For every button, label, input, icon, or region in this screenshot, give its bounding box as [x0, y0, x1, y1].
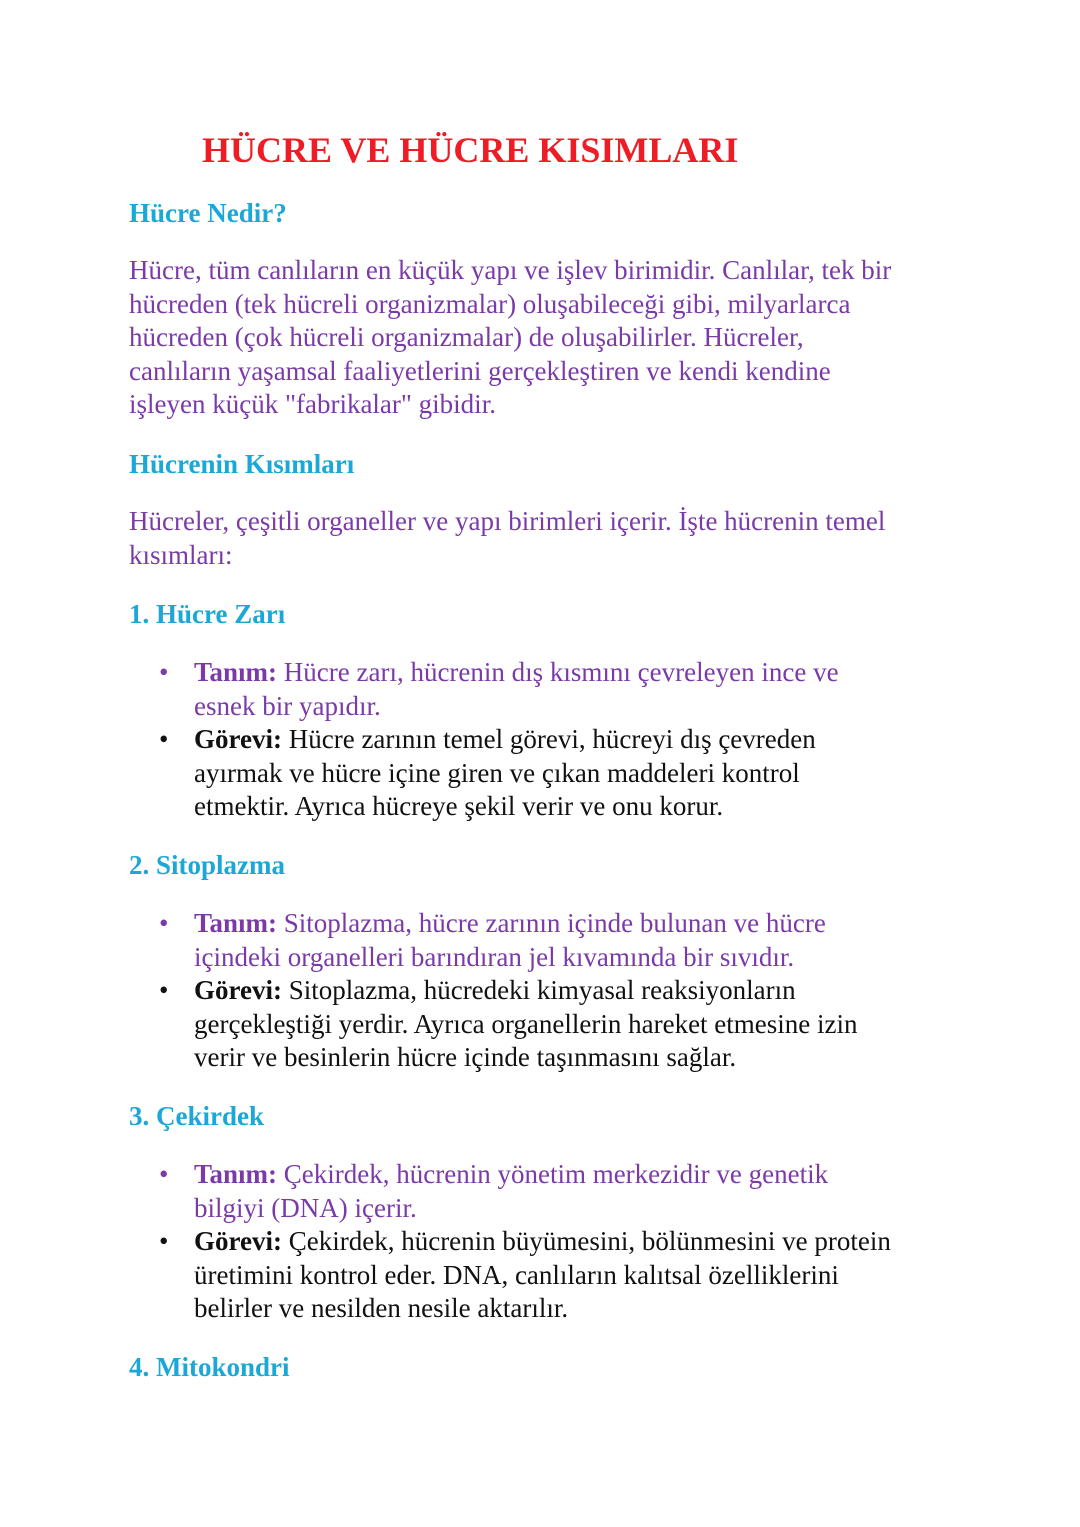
function-text: Hücre zarının temel görevi, hücreyi dış çevreden [281, 724, 816, 754]
list-item-definition [129, 907, 969, 974]
paragraph-cell-parts [129, 505, 969, 572]
definition-text: Çekirdek, hücrenin yönetim merkezidir ve genetik [277, 1159, 829, 1189]
paragraph-line: Hücreler, çeşitli organeller ve yapı birimleri içerir. İşte hücrenin temel [129, 506, 886, 536]
paragraph-line: kısımları: [129, 539, 233, 570]
function-label: Görevi: [194, 975, 282, 1005]
membrane-list [129, 656, 969, 824]
bullet-icon: • [159, 724, 169, 754]
heading-cell-parts: Hücrenin Kısımları [129, 449, 355, 479]
paragraph-line: hücreden (tek hücreli organizmalar) oluşabileceği gibi, milyarlarca [129, 288, 851, 319]
definition-text: Sitoplazma, hücre zarının içinde bulunan ve hücre [277, 908, 826, 938]
function-text: Çekirdek, hücrenin büyümesini, bölünmesini ve protein [281, 1226, 891, 1256]
list-item-function [129, 1225, 969, 1326]
paragraph-line: canlıların yaşamsal faaliyetlerini gerçekleştiren ve kendi kendine [129, 355, 831, 386]
bullet-icon: • [159, 975, 169, 1005]
heading-membrane: 1. Hücre Zarı [129, 599, 286, 629]
function-label: Görevi: [194, 724, 282, 754]
heading-nucleus: 3. Çekirdek [129, 1101, 264, 1131]
heading-mitochondria: 4. Mitokondri [129, 1352, 290, 1382]
list-item-function [129, 723, 969, 824]
heading-what-is-cell: Hücre Nedir? [129, 198, 287, 228]
bullet-icon: • [159, 1226, 169, 1256]
list-item-definition [129, 656, 969, 723]
definition-label: Tanım: [194, 1159, 278, 1189]
paragraph-line: hücreden (çok hücreli organizmalar) de oluşabilirler. Hücreler, [129, 322, 804, 352]
paragraph-line: işleyen küçük "fabrikalar" gibidir. [129, 389, 496, 419]
definition-label: Tanım: [194, 908, 278, 938]
definition-text: bilgiyi (DNA) içerir. [194, 1192, 417, 1223]
bullet-icon: • [159, 657, 169, 687]
list-item-definition [129, 1158, 969, 1225]
function-text: verir ve besinlerin hücre içinde taşınmasını sağlar. [194, 1042, 737, 1072]
definition-text: içindeki organelleri barındıran jel kıvamında bir sıvıdır. [194, 941, 795, 972]
list-item-function [129, 974, 969, 1075]
function-text: Sitoplazma, hücredeki kimyasal reaksiyonların [281, 975, 796, 1005]
function-text: belirler ve nesilden nesile aktarılır. [194, 1293, 569, 1323]
definition-text: Hücre zarı, hücrenin dış kısmını çevreleyen ince ve [277, 657, 839, 687]
paragraph-line: Hücre, tüm canlıların en küçük yapı ve işlev birimidir. Canlılar, tek bir [129, 255, 892, 285]
function-text: ayırmak ve hücre içine giren ve çıkan maddeleri kontrol [194, 757, 800, 788]
bullet-icon: • [159, 1159, 169, 1189]
bullet-icon: • [159, 908, 169, 938]
page-title: HÜCRE VE HÜCRE KISIMLARI [202, 130, 739, 170]
function-text: etmektir. Ayrıca hücreye şekil verir ve onu korur. [194, 791, 724, 821]
definition-text: esnek bir yapıdır. [194, 690, 381, 721]
function-text: üretimini kontrol eder. DNA, canlıların kalıtsal özelliklerini [194, 1259, 839, 1290]
function-label: Görevi: [194, 1226, 282, 1256]
cytoplasm-list [129, 907, 969, 1075]
heading-cytoplasm: 2. Sitoplazma [129, 850, 286, 880]
paragraph-what-is-cell [129, 254, 969, 422]
nucleus-list [129, 1158, 969, 1326]
function-text: gerçekleştiği yerdir. Ayrıca organellerin hareket etmesine izin [194, 1008, 858, 1039]
definition-label: Tanım: [194, 657, 278, 687]
